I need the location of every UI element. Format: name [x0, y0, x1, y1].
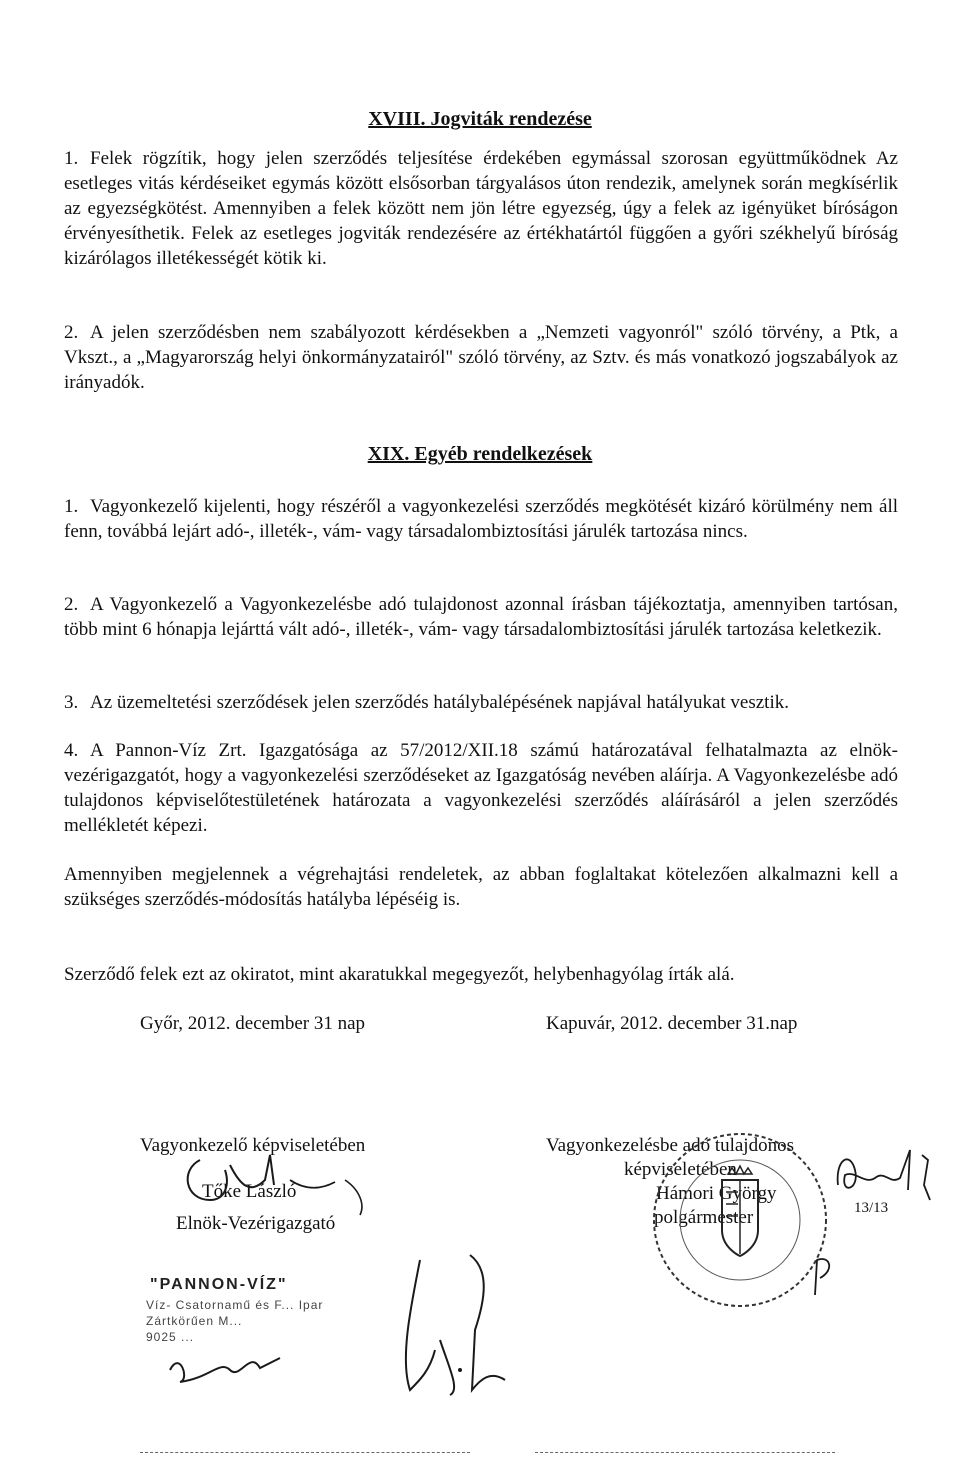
section-19-paragraph-3	[64, 690, 898, 715]
paragraph-text: A jelen szerződésben nem szabályozott kérdésekben a „Nemzeti vagyonról" szóló törvény, a Ptk, a Vkszt., a „Magyarország helyi önkormányzatairól" szóló törvény, az Sztv. és más vonatkozó jogszabályok az irányadók.	[64, 322, 898, 393]
company-stamp-line-3: 9025 ...	[146, 1330, 195, 1344]
company-stamp-line-1: Víz- Csatornamű és F... Ipar	[146, 1298, 324, 1312]
paragraph-text: Vagyonkezelő kijelenti, hogy részéről a vagyonkezelési szerződés megkötését kizáró körülmény nem áll fenn, továbbá lejárt adó-, illeték-, vám- vagy társadalombiztosítási járulék tartozása nincs.	[64, 496, 898, 542]
section-19-paragraph-1	[64, 494, 898, 544]
paragraph-number: 3.	[64, 692, 79, 713]
right-signatory-title: polgármester	[654, 1207, 754, 1228]
paragraph-number: 2.	[64, 594, 79, 615]
left-handwritten-signature	[170, 1140, 370, 1220]
section-19-paragraph-2	[64, 592, 898, 642]
right-signatory-role: Vagyonkezelésbe adó tulajdonos	[546, 1135, 794, 1156]
left-place-date: Győr, 2012. december 31 nap	[140, 1013, 366, 1034]
closing-paragraph: Amennyiben megjelennek a végrehajtási rendeletek, az abban foglaltakat kötelezően alkalmazni kell a szükséges szerződés-módosítás hatályba lépéséig is.	[64, 864, 898, 910]
paragraph-number: 4.	[64, 740, 79, 761]
paragraph-text: Az üzemeltetési szerződések jelen szerződés hatálybalépésének napjával hatályukat vesztik.	[90, 692, 789, 713]
left-signatory-title: Elnök-Vezérigazgató	[176, 1213, 336, 1234]
right-signatory-representative: képviseletében	[624, 1159, 737, 1180]
section-18-paragraph-1	[64, 146, 898, 271]
section-19-title: XIX. Egyéb rendelkezések	[367, 443, 593, 465]
left-signatory-role: Vagyonkezelő képviseletében	[140, 1135, 366, 1156]
middle-handwritten-signature	[380, 1250, 510, 1400]
page-number: 13/13	[854, 1200, 889, 1216]
right-signatory-name: Hámori György	[656, 1183, 777, 1204]
company-stamp-line-2: Zártkörűen M...	[146, 1314, 243, 1328]
company-stamp-title: "PANNON-VÍZ"	[150, 1276, 288, 1293]
left-company-signature	[160, 1340, 300, 1390]
footer-dash-line-left	[140, 1452, 470, 1453]
right-place-date: Kapuvár, 2012. december 31.nap	[546, 1013, 798, 1034]
section-18-title: XVIII. Jogviták rendezése	[368, 108, 592, 130]
paragraph-text: A Pannon-Víz Zrt. Igazgatósága az 57/2012/XII.18 számú határozatával felhatalmazta az elnök-vezérigazgatót, hogy a vagyonkezelési szerződéseket az Igazgatóság nevében aláírja. A Vagyonkezelésbe adó tulajdonos képviselőtestületének határozata a vagyonkezelési szerződés aláírásáról a jelen szerződés mellékletét képezi.	[64, 740, 898, 836]
paragraph-text: A Vagyonkezelő a Vagyonkezelésbe adó tulajdonost azonnal írásban tájékoztatja, amennyiben tartósan, több mint 6 hónapja lejárttá vált adó-, illeték-, vám- vagy társadalombiztosítási járulék tartozása keletkezik.	[64, 594, 898, 640]
paragraph-number: 1.	[64, 496, 79, 517]
paragraph-number: 2.	[64, 322, 79, 343]
paragraph-number: 1.	[64, 148, 79, 169]
signing-statement: Szerződő felek ezt az okiratot, mint akaratukkal megegyezőt, helybenhagyólag írták alá.	[64, 964, 735, 985]
section-19-paragraph-4	[64, 738, 898, 838]
footer-dash-line-right	[535, 1452, 835, 1453]
paragraph-text: Felek rögzítik, hogy jelen szerződés teljesítése érdekében egymással szorosan együttműködnek Az esetleges vitás kérdéseiket egymás között elsősorban tárgyalásos úton rendezik, amelynek során megkísérlik az egyezségkötést. Amennyiben a felek között nem jön létre egyezség, úgy a felek az igényüket bíróságon érvényesíthetik. Felek az esetleges jogviták rendezésére az értékhatártól függően a győri székhelyű bíróság kizárólagos illetékességét kötik ki.	[64, 148, 898, 269]
section-18-paragraph-2	[64, 320, 898, 395]
left-signatory-name: Tőke László	[202, 1181, 297, 1202]
initials-mark	[805, 1250, 845, 1300]
